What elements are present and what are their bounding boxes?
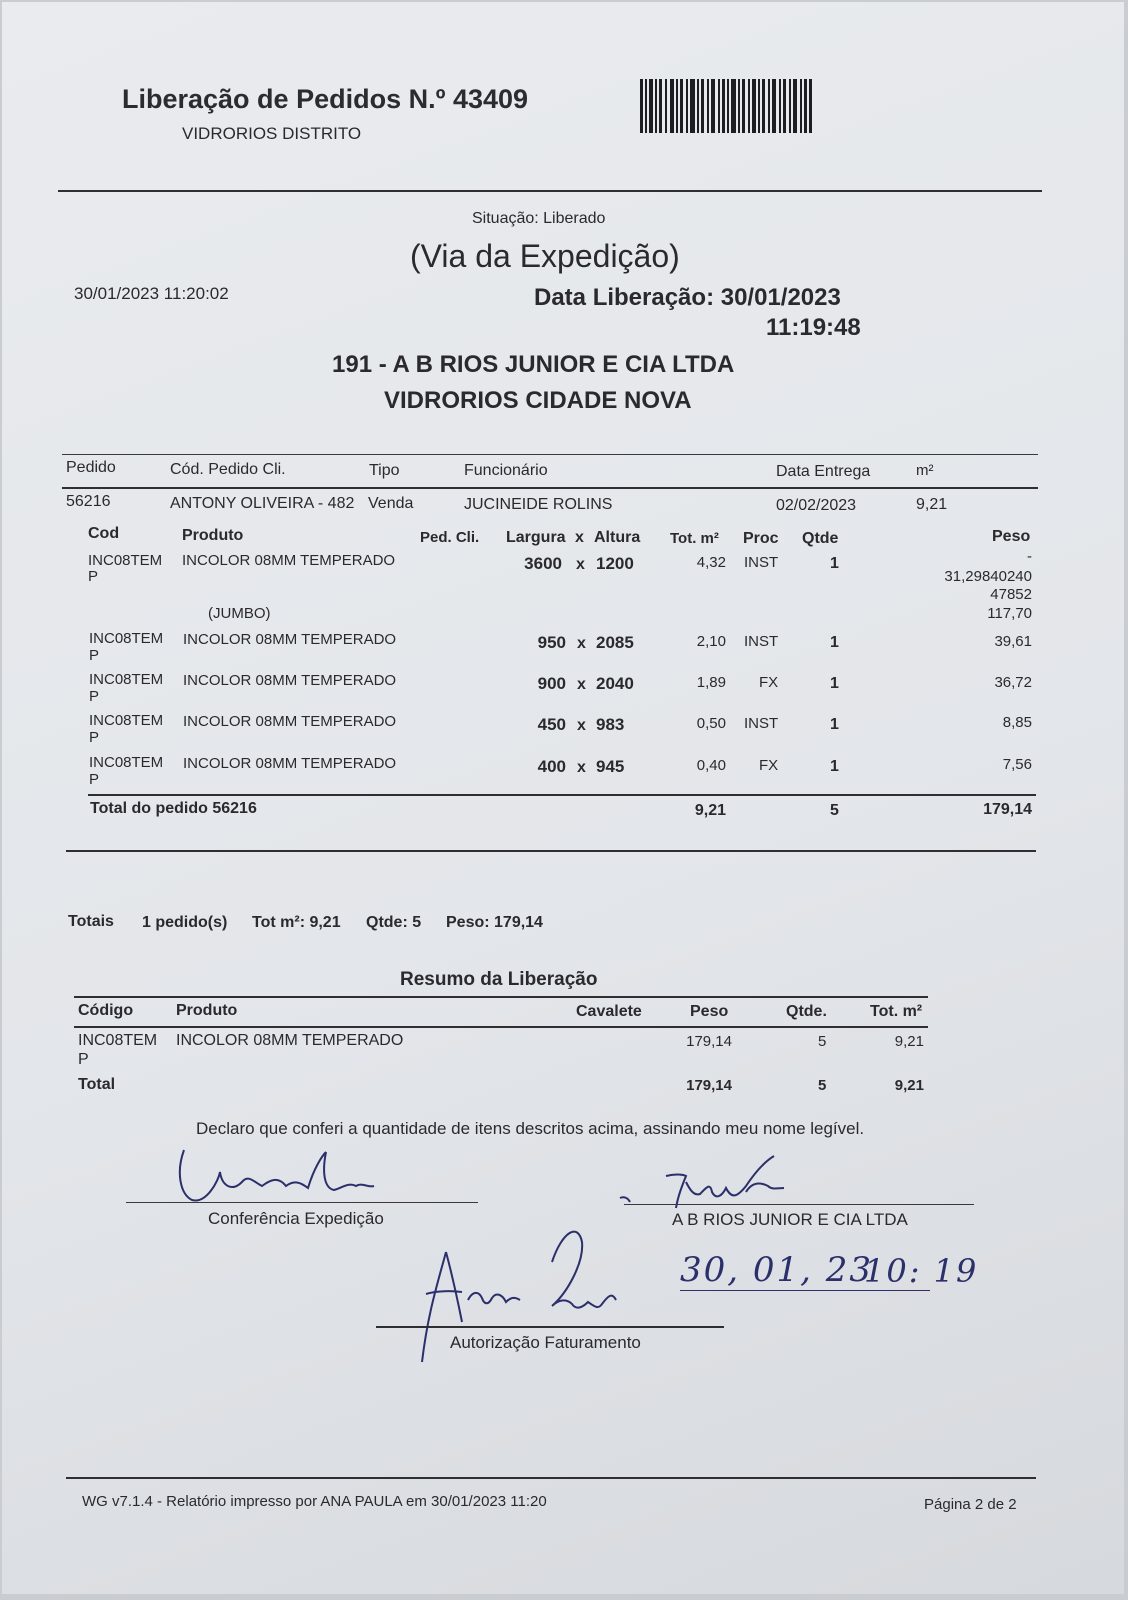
item-3-tot: 1,89 [696,674,726,691]
signature-line-left [126,1202,478,1203]
summary-col-produto: Produto [176,1002,238,1019]
declaration-text: Declaro que conferi a quantidade de itens descritos acima, assinando meu nome legível. [196,1119,865,1138]
totals-peso: Peso: 179,14 [446,914,543,931]
order-header-top-line [62,454,1038,455]
items-total-line [88,794,1036,796]
item-5-altura: 945 [596,757,625,776]
item-5-produto: INCOLOR 08MM TEMPERADO [183,755,397,772]
item-3-peso: 36,72 [994,674,1032,691]
items-col-altura: Altura [594,529,641,546]
item-4-proc: INST [744,715,779,732]
item-4-x: x [577,717,586,734]
page-title: Liberação de Pedidos N.º 43409 [122,84,529,114]
signature-label-bottom: Autorização Faturamento [450,1333,641,1352]
order-employee: JUCINEIDE ROLINS [464,496,613,513]
client-name: 191 - A B RIOS JUNIOR E CIA LTDA [332,351,735,378]
items-col-largura: Largura [506,529,566,546]
summary-total-tot: 9,21 [894,1077,924,1094]
item-5-peso: 7,56 [1002,756,1032,773]
company-name: VIDRORIOS DISTRITO [182,124,362,143]
order-delivery-date: 02/02/2023 [776,497,857,514]
client-store: VIDRORIOS CIDADE NOVA [384,387,692,414]
item-4-produto: INCOLOR 08MM TEMPERADO [183,713,397,730]
summary-total-label: Total [78,1076,116,1093]
item-2-qtde: 1 [830,634,839,651]
order-type: Venda [368,495,414,512]
barcode [640,79,812,133]
item-3-proc: FX [759,674,779,691]
item-2-cod-cont: P [89,647,100,664]
signature-line-right [624,1204,974,1205]
copy-label: (Via da Expedição) [410,238,680,274]
item-4-qtde: 1 [830,716,839,733]
item-5-tot: 0,40 [696,757,726,774]
order-m2: 9,21 [916,496,948,513]
item-2-x: x [577,635,586,652]
item-1-extra: (JUMBO) [208,605,271,622]
item-4-peso: 8,85 [1002,714,1032,731]
summary-row-produto: INCOLOR 08MM TEMPERADO [176,1032,404,1049]
order-client-code: ANTONY OLIVEIRA - 482 [170,495,355,512]
item-5-proc: FX [759,757,779,774]
summary-title: Resumo da Liberação [400,969,598,990]
item-3-produto: INCOLOR 08MM TEMPERADO [183,672,397,689]
item-1-produto: INCOLOR 08MM TEMPERADO [182,552,396,569]
items-col-cod: Cod [88,525,120,542]
release-date: Data Liberação: 30/01/2023 [534,284,841,311]
items-col-produto: Produto [182,527,244,544]
col-tipo: Tipo [369,462,400,479]
printed-timestamp: 30/01/2023 11:20:02 [74,284,229,303]
order-header-bottom-line [62,487,1038,489]
handwritten-underline [680,1290,930,1291]
item-4-cod-cont: P [89,729,100,746]
handwritten-time: 10: 19 [864,1252,979,1290]
item-1-peso-line3: 47852 [990,586,1032,603]
item-2-cod: INC08TEM [89,630,164,647]
col-funcionario: Funcionário [464,462,548,479]
item-1-largura: 3600 [524,554,562,573]
items-col-ped-cli: Ped. Cli. [420,529,480,546]
status-text: Situação: Liberado [472,210,606,227]
items-col-tot-m2: Tot. m² [670,530,719,547]
item-3-largura: 900 [537,674,566,693]
order-total-m2: 9,21 [694,802,726,819]
footer-page-number: Página 2 de 2 [924,1496,1017,1513]
item-3-cod-cont: P [89,688,100,705]
totals-orders: 1 pedido(s) [142,914,228,931]
footer-report-info: WG v7.1.4 - Relatório impresso por ANA PAULA em 30/01/2023 11:20 [82,1493,547,1510]
item-2-altura: 2085 [596,633,634,652]
summary-col-codigo: Código [78,1002,134,1019]
item-1-cod: INC08TEM [88,552,163,569]
signature-label-left: Conferência Expedição [208,1209,384,1228]
item-5-qtde: 1 [830,758,839,775]
col-m2: m² [916,462,934,479]
signature-label-right: A B RIOS JUNIOR E CIA LTDA [672,1210,908,1229]
summary-total-peso: 179,14 [686,1077,732,1094]
col-data-entrega: Data Entrega [776,463,871,480]
items-col-peso: Peso [992,528,1031,545]
summary-row-peso: 179,14 [686,1033,732,1050]
order-block-divider [66,850,1036,852]
item-3-altura: 2040 [596,674,634,693]
item-1-x: x [576,556,585,573]
item-4-altura: 983 [596,715,625,734]
item-1-proc: INST [744,554,779,571]
item-5-largura: 400 [537,757,566,776]
totals-qtde: Qtde: 5 [366,914,422,931]
document-page [2,2,1124,1594]
item-4-cod: INC08TEM [89,712,164,729]
order-total-peso: 179,14 [983,801,1032,818]
item-1-cod-cont: P [88,568,99,585]
header-divider [58,190,1042,192]
item-3-cod: INC08TEM [89,671,164,688]
summary-total-qtde: 5 [818,1077,827,1094]
col-pedido: Pedido [66,459,116,476]
order-total-label: Total do pedido 56216 [90,800,257,817]
summary-col-qtde: Qtde. [786,1003,827,1020]
item-2-proc: INST [744,633,779,650]
handwritten-date: 30, 01, 23 [680,1250,874,1290]
item-5-cod: INC08TEM [89,754,164,771]
item-2-produto: INCOLOR 08MM TEMPERADO [183,631,397,648]
item-2-peso: 39,61 [994,633,1032,650]
signature-line-bottom [376,1326,724,1328]
totals-m2: Tot m²: 9,21 [252,914,341,931]
summary-header-line [74,1026,928,1028]
order-total-qtde: 5 [830,802,839,819]
item-5-cod-cont: P [89,771,100,788]
item-2-tot: 2,10 [696,633,726,650]
items-col-qtde: Qtde [802,530,839,547]
summary-col-cavalete: Cavalete [576,1003,642,1020]
item-5-x: x [577,759,586,776]
items-col-proc: Proc [743,530,779,547]
summary-col-tot: Tot. m² [870,1003,923,1020]
summary-row-codigo-cont: P [78,1051,89,1068]
item-3-x: x [577,676,586,693]
summary-top-line [74,996,928,998]
item-1-peso-line4: 117,70 [987,605,1032,622]
summary-row-tot: 9,21 [894,1033,924,1050]
summary-row-qtde: 5 [818,1033,827,1050]
item-1-peso-line2: 31,29840240 [944,568,1032,585]
footer-divider [66,1477,1036,1479]
items-col-x: x [575,529,584,546]
item-1-qtde: 1 [830,555,839,572]
summary-col-peso: Peso [690,1003,729,1020]
item-4-tot: 0,50 [696,715,726,732]
order-number: 56216 [66,493,111,510]
item-1-altura: 1200 [596,554,634,573]
summary-row-codigo: INC08TEM [78,1032,158,1049]
item-2-largura: 950 [537,633,566,652]
item-3-qtde: 1 [830,675,839,692]
item-1-peso: - [1027,548,1032,565]
item-4-largura: 450 [537,715,566,734]
totals-label: Totais [68,913,114,930]
release-time: 11:19:48 [766,314,861,341]
col-cod-pedido-cli: Cód. Pedido Cli. [170,461,286,478]
item-1-tot: 4,32 [696,554,726,571]
